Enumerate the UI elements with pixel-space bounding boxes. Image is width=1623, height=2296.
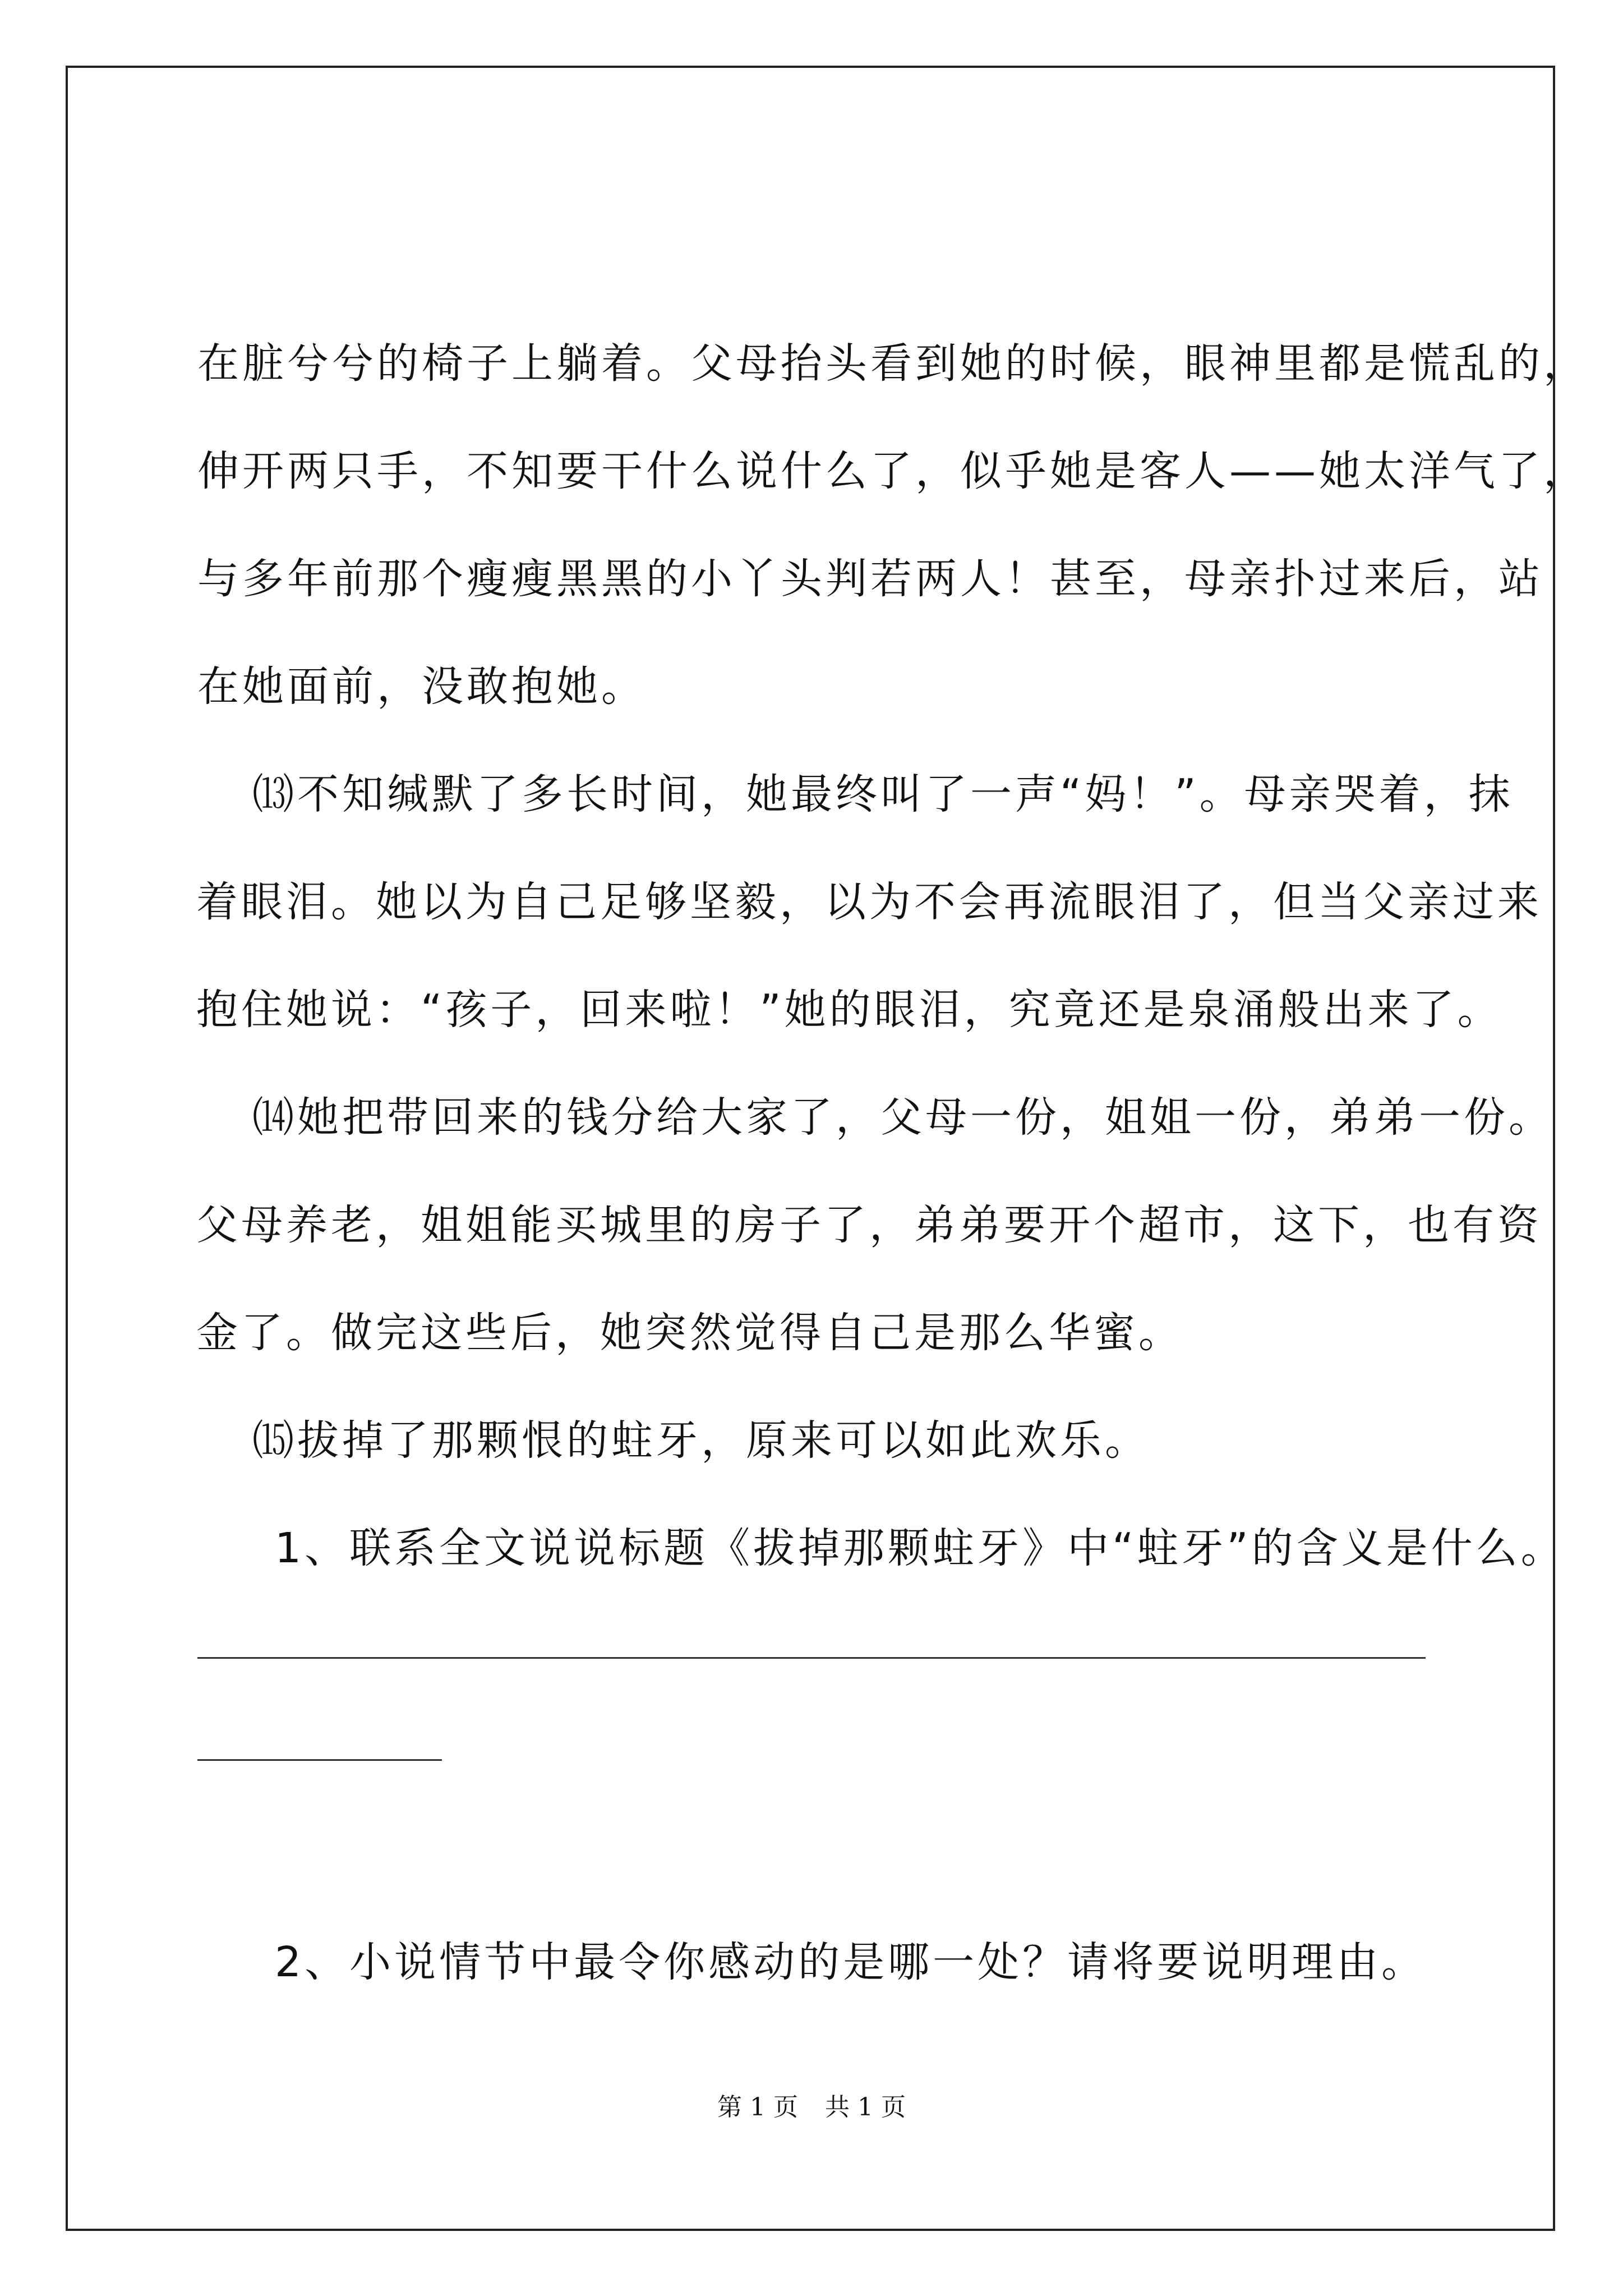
question-2 (196, 1801, 1453, 2124)
paragraph-line: ⒁她把带回来的钱分给大家了，父母一份，姐姐一份，弟弟一份。 (252, 1093, 1553, 1142)
paragraph-line: 父母养老，姐姐能买城里的房子了，弟弟要开个超市，这下，也有资 (196, 1201, 1542, 1249)
question-text: 1、联系全文说说标题《拔掉那颗蛀牙》中“蛀牙”的含义是什么。 (275, 1524, 1566, 1572)
page-number: 第 1 页 (717, 2093, 798, 2122)
paragraph-line: 着眼泪。她以为自己足够坚毅，以为不会再流眼泪了，但当父亲过来 (196, 878, 1542, 926)
paragraph-line: 在脏兮兮的椅子上躺着。父母抬头看到她的时候，眼神里都是慌乱的， (197, 339, 1588, 388)
answer-line[interactable] (197, 1657, 1426, 1659)
paragraph-line: ⒂拔掉了那颗恨的蛀牙，原来可以如此欢乐。 (252, 1416, 1150, 1465)
paragraph-line: 抱住她说：“孩子，回来啦！”她的眼泪，究竟还是泉涌般出来了。 (196, 986, 1502, 1034)
page-footer (0, 2087, 1623, 2123)
answer-line[interactable] (197, 1759, 442, 1761)
question-1 (196, 1387, 1566, 1710)
paragraph-line: 伸开两只手，不知要干什么说什么了，似乎她是客人——她太洋气了， (197, 447, 1588, 495)
paragraph-line: ⒀不知缄默了多长时间，她最终叫了一声“妈！”。母亲哭着，抹 (252, 770, 1514, 818)
paragraph-line: 在她面前，没敢抱她。 (197, 662, 646, 711)
page-total: 共 1 页 (825, 2093, 906, 2122)
paragraph-line: 与多年前那个瘦瘦黑黑的小丫头判若两人！甚至，母亲扑过来后，站 (197, 555, 1543, 603)
question-text: 2、小说情节中最令你感动的是哪一处？请将要说明理由。 (275, 1938, 1427, 1986)
paragraph-line: 金了。做完这些后，她突然觉得自己是那么华蜜。 (196, 1309, 1183, 1357)
